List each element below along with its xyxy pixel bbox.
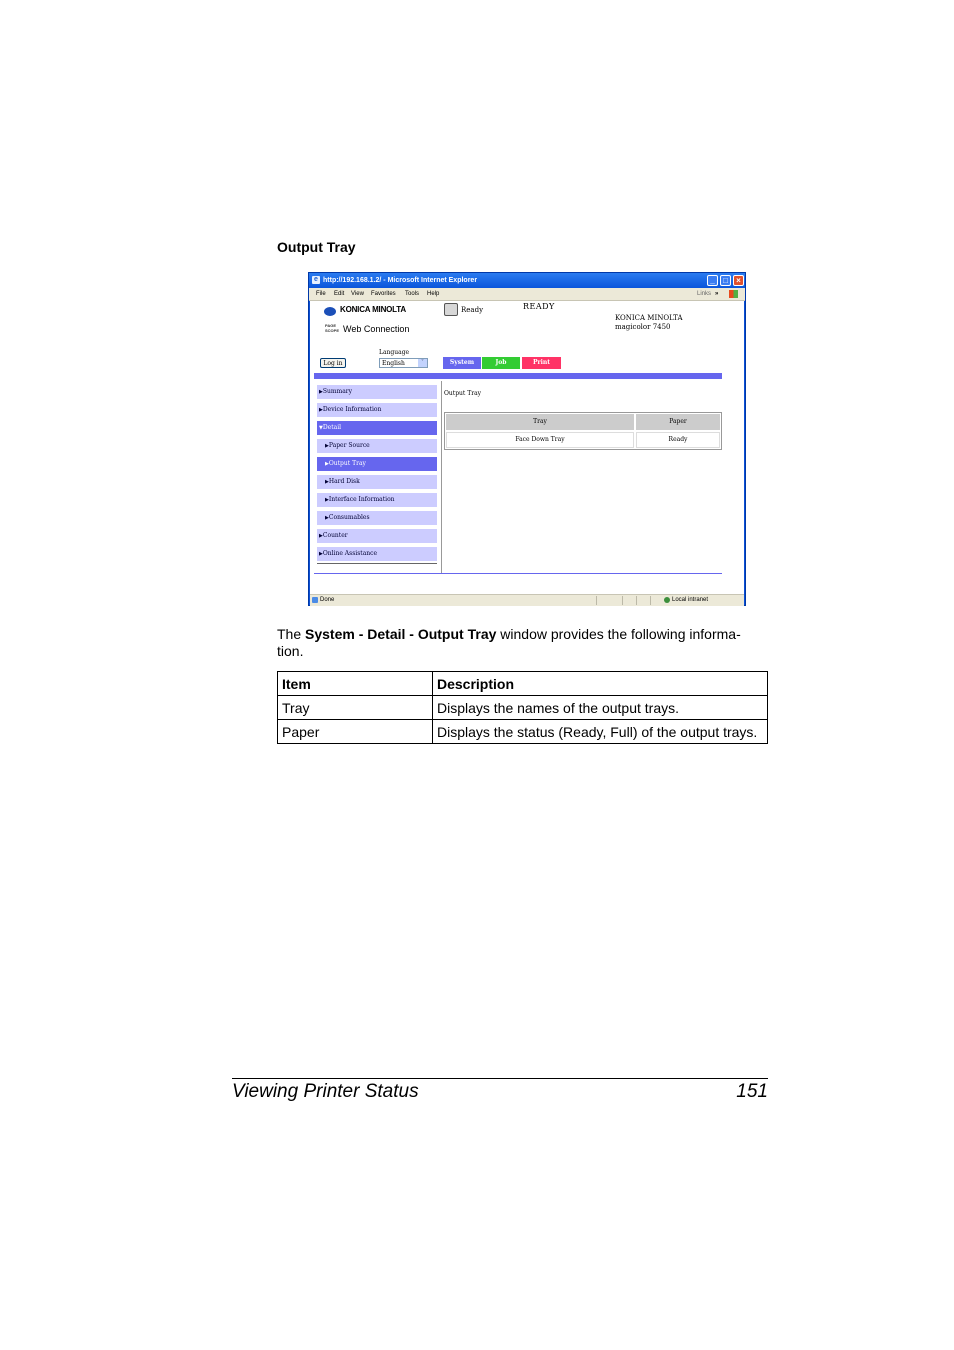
- item-description-table: [277, 671, 768, 744]
- tab-system[interactable]: System: [443, 357, 481, 369]
- menu-favorites[interactable]: Favorites: [371, 291, 396, 297]
- menu-bar: [309, 288, 745, 301]
- nav-paper-source[interactable]: ▶Paper Source: [317, 439, 437, 453]
- pane-title: Output Tray: [444, 390, 482, 397]
- footer-divider-line: [314, 573, 722, 574]
- description-cell: Displays the status (Ready, Full) of the output trays.: [433, 720, 768, 744]
- maximize-icon[interactable]: □: [720, 275, 731, 286]
- nav-divider: [317, 563, 437, 564]
- menu-file[interactable]: File: [316, 291, 326, 297]
- output-tray-table: [444, 412, 722, 450]
- window-title: http://192.168.1.2/ - Microsoft Internet Explorer: [323, 277, 478, 284]
- description-prefix: The: [277, 626, 306, 642]
- description-paragraph: [277, 626, 767, 660]
- chevron-icon[interactable]: »: [715, 291, 719, 297]
- nav-summary[interactable]: ▶Summary: [317, 385, 437, 399]
- description-cell: Displays the names of the output trays.: [433, 696, 768, 720]
- tray-cell: Face Down Tray: [446, 432, 634, 448]
- brand-line-1: KONICA MINOLTA: [615, 314, 683, 322]
- footer-title: Viewing Printer Status: [232, 1081, 419, 1102]
- paper-header: Paper: [636, 414, 720, 430]
- nav-consumables[interactable]: ▶Consumables: [317, 511, 437, 525]
- konica-minolta-logo-icon: [324, 307, 336, 316]
- table-row: [278, 696, 768, 720]
- page-icon: [312, 597, 318, 603]
- browser-window-screenshot: [308, 272, 746, 606]
- login-button[interactable]: Log in: [320, 358, 346, 368]
- menu-edit[interactable]: Edit: [334, 291, 345, 297]
- nav-column-divider: [441, 381, 442, 573]
- nav-hard-disk[interactable]: ▶Hard Disk: [317, 475, 437, 489]
- web-content: [310, 301, 744, 594]
- links-label[interactable]: Links: [697, 291, 712, 297]
- minimize-icon[interactable]: _: [707, 275, 718, 286]
- language-value: English: [382, 360, 405, 367]
- nav-detail[interactable]: ▼Detail: [317, 421, 437, 435]
- footer-rule: [232, 1078, 768, 1079]
- printer-brand: [615, 314, 683, 332]
- nav-device-information[interactable]: ▶Device Information: [317, 403, 437, 417]
- table-header-row: [278, 672, 768, 696]
- status-zone: Local intranet: [672, 597, 709, 603]
- intranet-icon: [664, 597, 670, 603]
- browser-status-bar: [310, 594, 744, 606]
- menu-view[interactable]: View: [351, 291, 364, 297]
- tab-job[interactable]: Job: [482, 357, 520, 369]
- printer-status-small: Ready: [461, 306, 484, 314]
- menu-tools[interactable]: Tools: [405, 291, 420, 297]
- tab-print[interactable]: Print: [522, 357, 561, 369]
- paper-cell: Ready: [636, 432, 720, 448]
- logo-text: KONICA MINOLTA: [340, 305, 406, 314]
- page-number: 151: [736, 1081, 768, 1102]
- printer-status-display: READY: [523, 302, 555, 311]
- item-cell: Tray: [278, 696, 433, 720]
- item-cell: Paper: [278, 720, 433, 744]
- nav-output-tray[interactable]: ▶Output Tray: [317, 457, 437, 471]
- language-select[interactable]: [379, 358, 428, 368]
- brand-line-2: magicolor 7450: [615, 323, 671, 331]
- printer-icon: [444, 303, 458, 316]
- window-titlebar: [309, 273, 745, 288]
- chevron-down-icon[interactable]: ˅: [418, 359, 427, 367]
- windows-logo-icon: [729, 290, 738, 298]
- internet-explorer-icon: e: [312, 276, 320, 284]
- nav-interface-information[interactable]: ▶Interface Information: [317, 493, 437, 507]
- nav-counter[interactable]: ▶Counter: [317, 529, 437, 543]
- description-suffix: window provides the following informa-tion.: [277, 626, 741, 659]
- table-row: [278, 720, 768, 744]
- item-header: Item: [278, 672, 433, 696]
- tray-header: Tray: [446, 414, 634, 430]
- section-title: Output Tray: [277, 239, 356, 255]
- language-label: Language: [379, 349, 410, 356]
- header-divider-bar: [314, 373, 722, 379]
- status-done: Done: [320, 597, 335, 603]
- nav-online-assistance[interactable]: ▶Online Assistance: [317, 547, 437, 561]
- menu-help[interactable]: Help: [427, 291, 440, 297]
- description-header: Description: [433, 672, 768, 696]
- description-bold: System - Detail - Output Tray: [305, 626, 497, 642]
- web-connection-label: Web Connection: [343, 324, 410, 334]
- pagescope-logo: PAGE SCOPE: [325, 323, 340, 333]
- close-icon[interactable]: ×: [733, 275, 744, 286]
